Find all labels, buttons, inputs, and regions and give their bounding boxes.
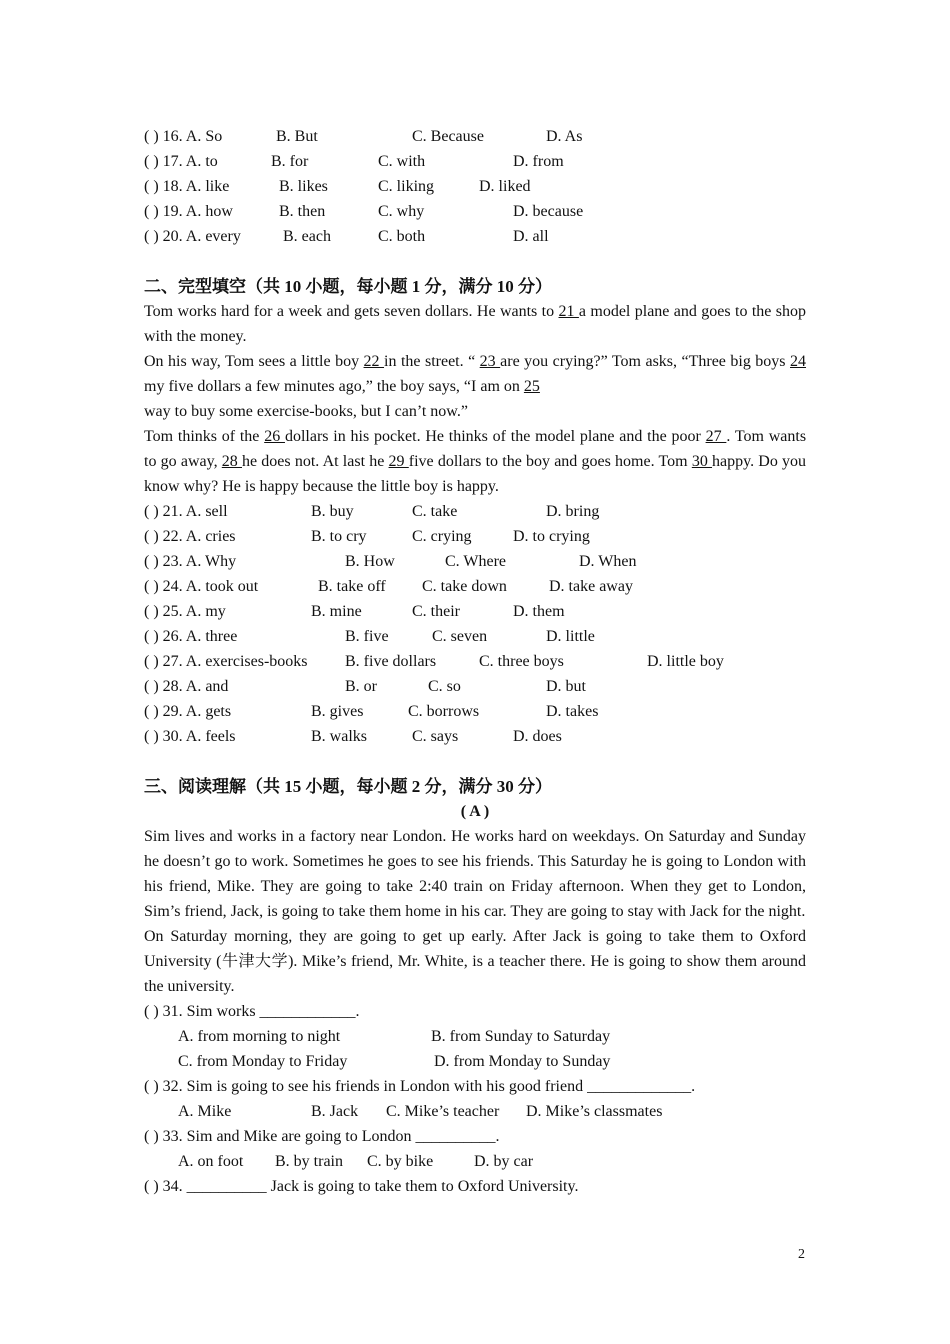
reading-paragraph-1: Sim lives and works in a factory near London. He works hard on weekdays. On Saturday and Sunday he doesn’t go to work. Sometimes he goes to see his friends. This Saturday he is going to London with his friend, Mike. They are going to take 2:40 train on Friday afternoon. When they get to London, Sim’s friend, Jack, is going to take them home in his car. They are going to stay with Jack for the night. bbox=[144, 828, 806, 920]
option-b: B. each bbox=[283, 228, 331, 245]
option-d: D. but bbox=[546, 678, 586, 695]
option-d: D. little boy bbox=[647, 653, 724, 670]
option-c: C. borrows bbox=[408, 703, 480, 720]
option-b: B. five dollars bbox=[345, 653, 437, 670]
option-b: B. by train bbox=[275, 1153, 343, 1170]
option-b: B. or bbox=[345, 678, 377, 695]
cloze-paragraph-3: Tom thinks of the 26 dollars in his pocket. He thinks of the model plane and the poor 27 . Tom wants to go away, 28 he does not. At last he 29 five dollars to the boy and goes home. Tom 30 happy. Do you know why? He is happy because the little boy is happy. bbox=[144, 428, 807, 495]
option-c: C. crying bbox=[412, 528, 472, 545]
question-33: ( ) 33. Sim and Mike are going to London __________. bbox=[144, 1128, 500, 1145]
question-stem: ( ) 18. A. like bbox=[144, 178, 230, 195]
option-c: C. liking bbox=[378, 178, 435, 195]
option-d: D. bring bbox=[546, 503, 600, 520]
option-c: C. three boys bbox=[479, 653, 564, 670]
question-24: ( ) 24. A. took out B. take off C. take down D. take away bbox=[144, 574, 806, 599]
option-b: B. buy bbox=[311, 503, 354, 520]
option-a: A. Mike bbox=[178, 1103, 232, 1120]
option-d: D. all bbox=[513, 228, 549, 245]
option-c: C. take down bbox=[422, 578, 507, 595]
option-a: A. from morning to night bbox=[178, 1028, 341, 1045]
questions-21-30 bbox=[144, 499, 806, 749]
option-d: D. because bbox=[513, 203, 584, 220]
document-page bbox=[144, 124, 806, 1199]
option-b: B. Jack bbox=[311, 1103, 359, 1120]
option-d: D. When bbox=[579, 553, 637, 570]
question-stem: ( ) 19. A. how bbox=[144, 203, 233, 220]
blank-26: 26 bbox=[264, 428, 285, 445]
blank-28: 28 bbox=[221, 453, 242, 470]
option-d: D. As bbox=[546, 128, 583, 145]
option-d: D. them bbox=[513, 603, 565, 620]
blank-22: 22 bbox=[363, 353, 385, 370]
option-b: B. walks bbox=[311, 728, 367, 745]
option-b: B. from Sunday to Saturday bbox=[431, 1028, 611, 1045]
question-29: ( ) 29. A. gets B. gives C. borrows D. takes bbox=[144, 699, 806, 724]
question-19 bbox=[144, 199, 806, 224]
question-stem: ( ) 17. A. to bbox=[144, 153, 218, 170]
question-32-options bbox=[144, 1099, 806, 1124]
option-b: B. mine bbox=[311, 603, 362, 620]
blank-25: 25 bbox=[523, 378, 540, 395]
option-c: C. with bbox=[378, 153, 426, 170]
blank-30: 30 bbox=[691, 453, 713, 470]
option-c: C. take bbox=[412, 503, 458, 520]
option-b: B. to cry bbox=[311, 528, 367, 545]
option-d: D. by car bbox=[474, 1153, 534, 1170]
section-2-title: 二、完型填空（共 10 小题，每小题 1 分，满分 10 分） bbox=[144, 277, 552, 296]
option-c: C. their bbox=[412, 603, 460, 620]
page-number: 2 bbox=[798, 1247, 805, 1262]
option-c: C. says bbox=[412, 728, 459, 745]
blank-23: 23 bbox=[479, 353, 501, 370]
question-18 bbox=[144, 174, 806, 199]
question-20 bbox=[144, 224, 806, 249]
option-d: D. takes bbox=[546, 703, 599, 720]
option-d: D. from Monday to Sunday bbox=[434, 1053, 611, 1070]
option-b: B. But bbox=[276, 128, 318, 145]
option-c: C. so bbox=[428, 678, 461, 695]
cloze-paragraph-2: On his way, Tom sees a little boy 22 in the street. “ 23 are you crying?” Tom asks, “Three big boys 24 my five dollars a few minutes ago,” the boy says, “I am on 25 bbox=[144, 353, 807, 395]
option-d: D. to crying bbox=[513, 528, 590, 545]
blank-27: 27 bbox=[705, 428, 727, 445]
option-d: D. liked bbox=[479, 178, 531, 195]
reading-paragraph-2: On Saturday morning, they are going to get up early. After Jack is going to take them to Oxford University (牛津大学). Mike’s friend, Mr. White, is a teacher there. He is going to show them around the university. bbox=[144, 928, 806, 995]
passage-label: ( A ) bbox=[460, 803, 490, 820]
option-c: C. both bbox=[378, 228, 426, 245]
question-31-options-row2 bbox=[144, 1049, 806, 1074]
cloze-paragraph-2-end: way to buy some exercise-books, but I can’t now.” bbox=[144, 403, 468, 420]
option-c: C. seven bbox=[432, 628, 488, 645]
option-d: D. take away bbox=[549, 578, 633, 595]
question-34: ( ) 34. __________ Jack is going to take them to Oxford University. bbox=[144, 1178, 579, 1195]
question-33-options bbox=[144, 1149, 806, 1174]
question-stem: ( ) 16. A. So bbox=[144, 128, 223, 145]
option-d: D. little bbox=[546, 628, 595, 645]
question-28: ( ) 28. A. and B. or C. so D. but bbox=[144, 674, 806, 699]
question-25: ( ) 25. A. my B. mine C. their D. them bbox=[144, 599, 806, 624]
question-stem: ( ) 20. A. every bbox=[144, 228, 241, 245]
question-23: ( ) 23. A. Why B. How C. Where D. When bbox=[144, 549, 806, 574]
blank-29: 29 bbox=[388, 453, 409, 470]
question-16 bbox=[144, 124, 806, 149]
option-b: B. likes bbox=[279, 178, 328, 195]
option-b: B. five bbox=[345, 628, 389, 645]
cloze-paragraph-1: Tom works hard for a week and gets seven dollars. He wants to 21 a model plane and goes to the shop with the money. bbox=[144, 303, 807, 345]
blank-21: 21 bbox=[558, 303, 579, 320]
section-3-title: 三、阅读理解（共 15 小题，每小题 2 分，满分 30 分） bbox=[144, 777, 552, 796]
option-a: A. on foot bbox=[178, 1153, 244, 1170]
option-b: B. take off bbox=[318, 578, 386, 595]
questions-16-20 bbox=[144, 124, 806, 249]
question-31: ( ) 31. Sim works ____________. bbox=[144, 1003, 360, 1020]
option-c: C. Because bbox=[412, 128, 484, 145]
option-c: C. Where bbox=[445, 553, 507, 570]
option-c: C. from Monday to Friday bbox=[178, 1053, 348, 1070]
option-b: B. for bbox=[271, 153, 309, 170]
question-21: ( ) 21. A. sell B. buy C. take D. bring bbox=[144, 499, 806, 524]
option-d: D. Mike’s classmates bbox=[526, 1103, 663, 1120]
question-30: ( ) 30. A. feels B. walks C. says D. does bbox=[144, 724, 806, 749]
question-26: ( ) 26. A. three B. five C. seven D. little bbox=[144, 624, 806, 649]
question-27: ( ) 27. A. exercises-books B. five dollars C. three boys D. little boy bbox=[144, 649, 806, 674]
option-c: C. Mike’s teacher bbox=[386, 1103, 500, 1120]
option-b: B. then bbox=[279, 203, 326, 220]
option-b: B. gives bbox=[311, 703, 364, 720]
option-d: D. from bbox=[513, 153, 564, 170]
option-d: D. does bbox=[513, 728, 562, 745]
option-b: B. How bbox=[345, 553, 395, 570]
question-22: ( ) 22. A. cries B. to cry C. crying D. to crying bbox=[144, 524, 806, 549]
option-c: C. why bbox=[378, 203, 425, 220]
question-17 bbox=[144, 149, 806, 174]
option-c: C. by bike bbox=[367, 1153, 434, 1170]
blank-24: 24 bbox=[790, 353, 807, 370]
question-31-options-row1 bbox=[144, 1024, 806, 1049]
question-32: ( ) 32. Sim is going to see his friends in London with his good friend _____________. bbox=[144, 1078, 696, 1095]
